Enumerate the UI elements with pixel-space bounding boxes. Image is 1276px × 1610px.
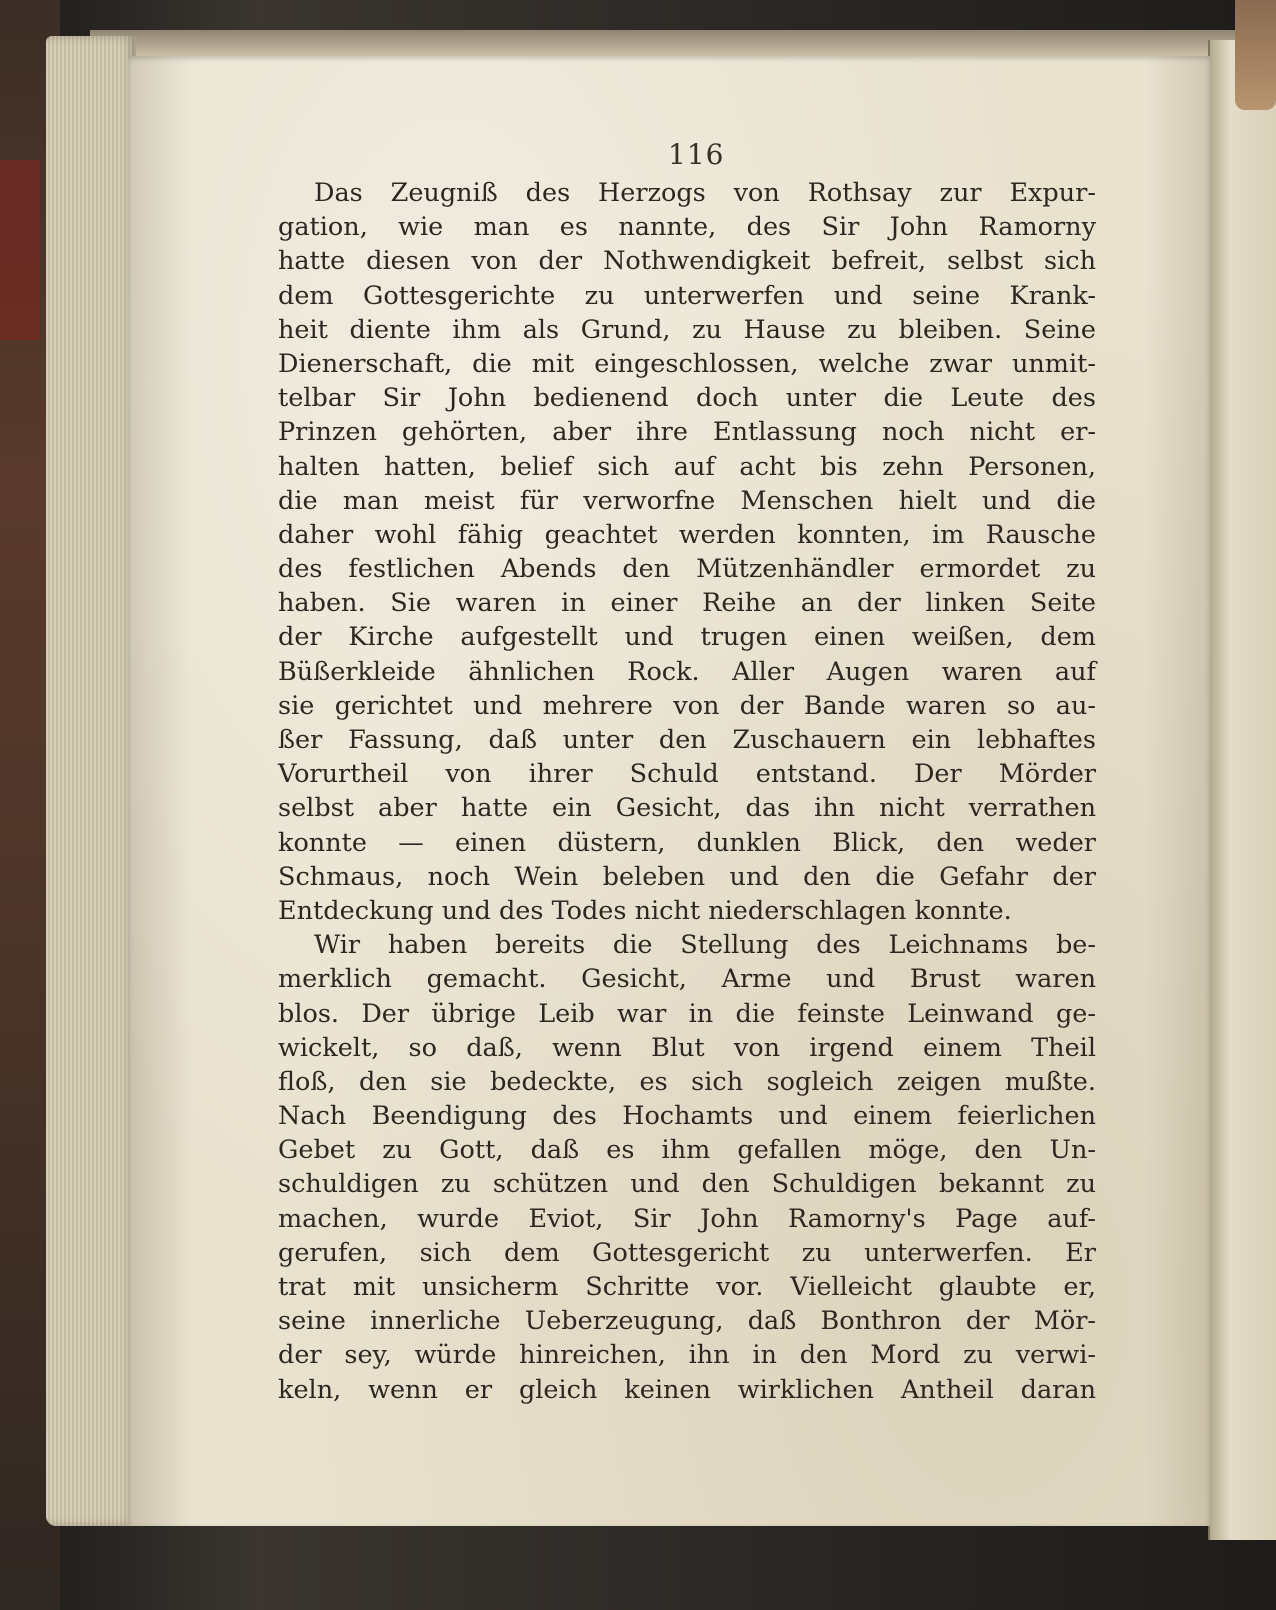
- text-line: gation, wie man es nannte, des Sir John Ramorny: [278, 212, 1096, 243]
- text-line: wickelt, so daß, wenn Blut von irgend einem Theil: [278, 1032, 1096, 1063]
- text-line: machen, wurde Eviot, Sir John Ramorny's Page auf-: [278, 1203, 1096, 1234]
- text-line: haben. Sie waren in einer Reihe an der linken Seite: [278, 588, 1096, 619]
- text-line: dem Gottesgerichte zu unterwerfen und seine Krank-: [278, 280, 1096, 311]
- text-line: blos. Der übrige Leib war in die feinste Leinwand ge-: [278, 998, 1096, 1029]
- page-number: 116: [668, 138, 725, 171]
- text-line: Prinzen gehörten, aber ihre Entlassung noch nicht er-: [278, 417, 1096, 448]
- text-line: sie gerichtet und mehrere von der Bande waren so au-: [278, 690, 1096, 721]
- text-line: floß, den sie bedeckte, es sich sogleich zeigen mußte.: [278, 1066, 1096, 1097]
- text-line: ßer Fassung, daß unter den Zuschauern ein lebhaftes: [278, 725, 1096, 755]
- text-line: daher wohl fähig geachtet werden konnten, im Rausche: [278, 519, 1096, 550]
- text-line: halten hatten, belief sich auf acht bis zehn Personen,: [278, 451, 1096, 482]
- text-line: Wir haben bereits die Stellung des Leichnams be-: [314, 930, 1096, 961]
- text-line: Gebet zu Gott, daß es ihm gefallen möge, den Un-: [278, 1135, 1096, 1166]
- text-line: seine innerliche Ueberzeugung, daß Bonthron der Mör-: [278, 1306, 1096, 1337]
- text-line: gerufen, sich dem Gottesgericht zu unterwerfen. Er: [278, 1237, 1096, 1268]
- text-line: keln, wenn er gleich keinen wirklichen Antheil daran: [278, 1374, 1096, 1405]
- text-line: heit diente ihm als Grund, zu Hause zu bleiben. Seine: [278, 314, 1096, 345]
- book-cover-spine-patch: [0, 160, 40, 340]
- text-line: hatte diesen von der Nothwendigkeit befreit, selbst sich: [278, 246, 1096, 277]
- body-text: [278, 176, 1096, 1407]
- text-line: die man meist für verworfne Menschen hielt und die: [278, 485, 1096, 516]
- text-line: selbst aber hatte ein Gesicht, das ihn nicht verrathen: [278, 793, 1096, 824]
- text-line: Entdeckung und des Todes nicht niederschlagen konnte.: [278, 895, 1012, 926]
- text-line: merklich gemacht. Gesicht, Arme und Brust waren: [278, 964, 1096, 995]
- text-line: schuldigen zu schützen und den Schuldigen bekannt zu: [278, 1169, 1096, 1200]
- text-line: Vorurtheil von ihrer Schuld entstand. Der Mörder: [278, 759, 1096, 790]
- text-line: der Kirche aufgestellt und trugen einen weißen, dem: [278, 622, 1096, 653]
- text-line: der sey, würde hinreichen, ihn in den Mord zu verwi-: [278, 1340, 1096, 1371]
- page-top-edge: [90, 30, 1240, 56]
- book-strap: [1235, 0, 1276, 110]
- text-line: telbar Sir John bedienend doch unter die Leute des: [278, 383, 1096, 414]
- text-line: trat mit unsicherm Schritte vor. Vielleicht glaubte er,: [278, 1272, 1096, 1302]
- text-line: des festlichen Abends den Mützenhändler ermordet zu: [278, 554, 1096, 585]
- text-line: Nach Beendigung des Hochamts und einem feierlichen: [278, 1101, 1096, 1132]
- page-stack-edge: [46, 36, 136, 1526]
- text-line: Büßerkleide ähnlichen Rock. Aller Augen waren auf: [278, 656, 1096, 687]
- facing-page-edge: [1208, 40, 1276, 1540]
- text-line: Schmaus, noch Wein beleben und den die Gefahr der: [278, 861, 1096, 892]
- text-line: konnte — einen düstern, dunklen Blick, den weder: [278, 827, 1096, 858]
- text-line: Dienerschaft, die mit eingeschlossen, welche zwar unmit-: [278, 348, 1096, 379]
- book-page: [128, 56, 1210, 1526]
- text-line: Das Zeugniß des Herzogs von Rothsay zur Expur-: [314, 178, 1096, 208]
